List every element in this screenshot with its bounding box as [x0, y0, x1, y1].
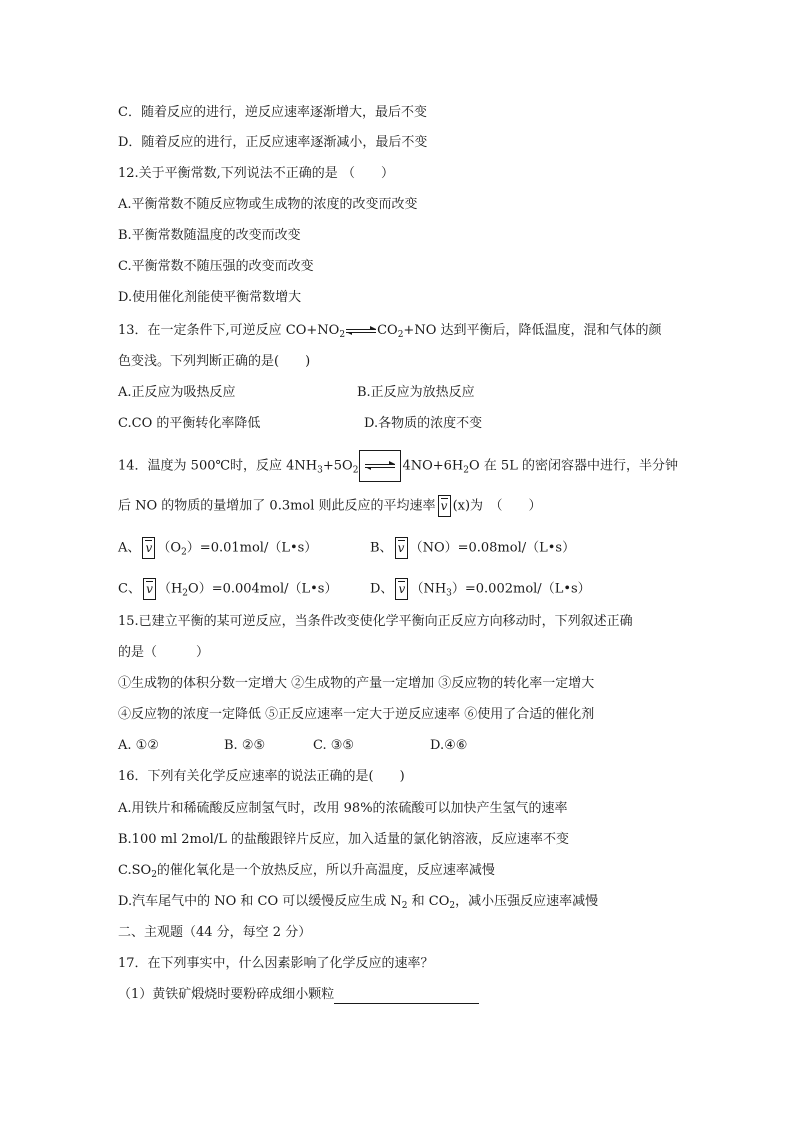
- q16-option-c: $C.SO_2$的催化氧化是一个放热反应，所以升高温度，反应速率减慢: [118, 863, 495, 880]
- q13-option-b: B.正反应为放热反应: [357, 385, 475, 400]
- v-bar-symbol: v: [142, 537, 155, 559]
- q14-stem: 14．温度为 500℃时，反应 $4NH_3+5O_2$ $4NO+6H_2O$ 在 5L 的密闭容器中进行，半分钟: [118, 450, 678, 482]
- q14-option-d: D、 v $(NH_3)=0.002mol/(L•s)$: [370, 578, 591, 600]
- q15-statements-line1: ①生成物的体积分数一定增大 ②生成物的产量一定增加 ③反应物的转化率一定增大: [118, 676, 595, 691]
- q11-option-d: D．随着反应的进行，正反应速率逐渐减小，最后不变: [118, 135, 428, 150]
- v-bar-symbol: v: [395, 578, 408, 600]
- q12-option-a: A.平衡常数不随反应物或生成物的浓度的改变而改变: [118, 197, 418, 212]
- q15-option-d: D.④⑥: [430, 738, 468, 753]
- q16-option-d: D.汽车尾气中的 NO 和 CO 可以缓慢反应生成 $N_2$ 和 $CO_2$，减小压强反应速率减慢: [118, 894, 599, 911]
- q12-option-b: B.平衡常数随温度的改变而改变: [118, 228, 301, 243]
- q17-stem: 17．在下列事实中，什么因素影响了化学反应的速率？: [118, 956, 434, 971]
- q14-stem-line2: 后 NO 的物质的量增加了 0.3mol 则此反应的平均速率 v (x)为 （ ）: [118, 495, 542, 517]
- q12-stem: 12.关于平衡常数,下列说法不正确的是 （ ）: [118, 166, 394, 181]
- q13-stem-line2: 色变浅。下列判断正确的是( ): [118, 354, 311, 369]
- equilibrium-arrow-icon: [346, 326, 376, 336]
- q13-option-c: C.CO 的平衡转化率降低: [118, 416, 261, 431]
- v-bar-symbol: v: [438, 495, 451, 517]
- q17-part1: （1）黄铁矿煅烧时要粉碎成细小颗粒: [118, 986, 479, 1004]
- q16-option-b: B.100 ml 2mol/L 的盐酸跟锌片反应，加入适量的氯化钠溶液，反应速率不变: [118, 832, 569, 847]
- v-bar-symbol: v: [395, 537, 408, 559]
- q14-option-b: B、 v （NO）=0.08mol/（L•s）: [370, 537, 575, 559]
- q15-stem-line2: 的是（ ）: [118, 645, 210, 660]
- q14-option-a: A、 v $(O_2)=0.01mol/(L•s)$: [118, 537, 317, 559]
- equilibrium-arrow-icon: [365, 461, 395, 471]
- q15-option-a: A. ①②: [118, 738, 159, 753]
- answer-blank[interactable]: [334, 990, 479, 1004]
- q16-stem: 16．下列有关化学反应速率的说法正确的是( ): [118, 769, 405, 784]
- q12-option-d: D.使用催化剂能使平衡常数增大: [118, 290, 302, 305]
- q13-stem: 13．在一定条件下,可逆反应 $CO+NO_2$ $CO_2+NO$ 达到平衡后，降低温度，混和气体的颜: [118, 323, 662, 340]
- q13-option-d: D.各物质的浓度不变: [364, 416, 483, 431]
- q16-option-a: A.用铁片和稀硫酸反应制氢气时，改用 98%的浓硫酸可以加快产生氢气的速率: [118, 801, 568, 816]
- q15-stem: 15.已建立平衡的某可逆反应，当条件改变使化学平衡向正反应方向移动时，下列叙述正确: [118, 614, 633, 629]
- q12-option-c: C.平衡常数不随压强的改变而改变: [118, 259, 314, 274]
- section-heading: 二、主观题（44 分，每空 2 分）: [118, 925, 312, 940]
- q15-option-c: C. ③⑤: [313, 738, 355, 753]
- v-bar-symbol: v: [143, 578, 156, 600]
- q15-statements-line2: ④反应物的浓度一定降低 ⑤正反应速率一定大于逆反应速率 ⑥使用了合适的催化剂: [118, 707, 595, 722]
- q14-option-c: C、 v $(H_2O)=0.004mol/(L•s)$: [118, 578, 337, 600]
- q15-option-b: B. ②⑤: [224, 738, 266, 753]
- q13-option-a: A.正反应为吸热反应: [118, 385, 236, 400]
- q11-option-c: C．随着反应的进行，逆反应速率逐渐增大，最后不变: [118, 105, 427, 120]
- equilibrium-arrow-box: [359, 450, 401, 482]
